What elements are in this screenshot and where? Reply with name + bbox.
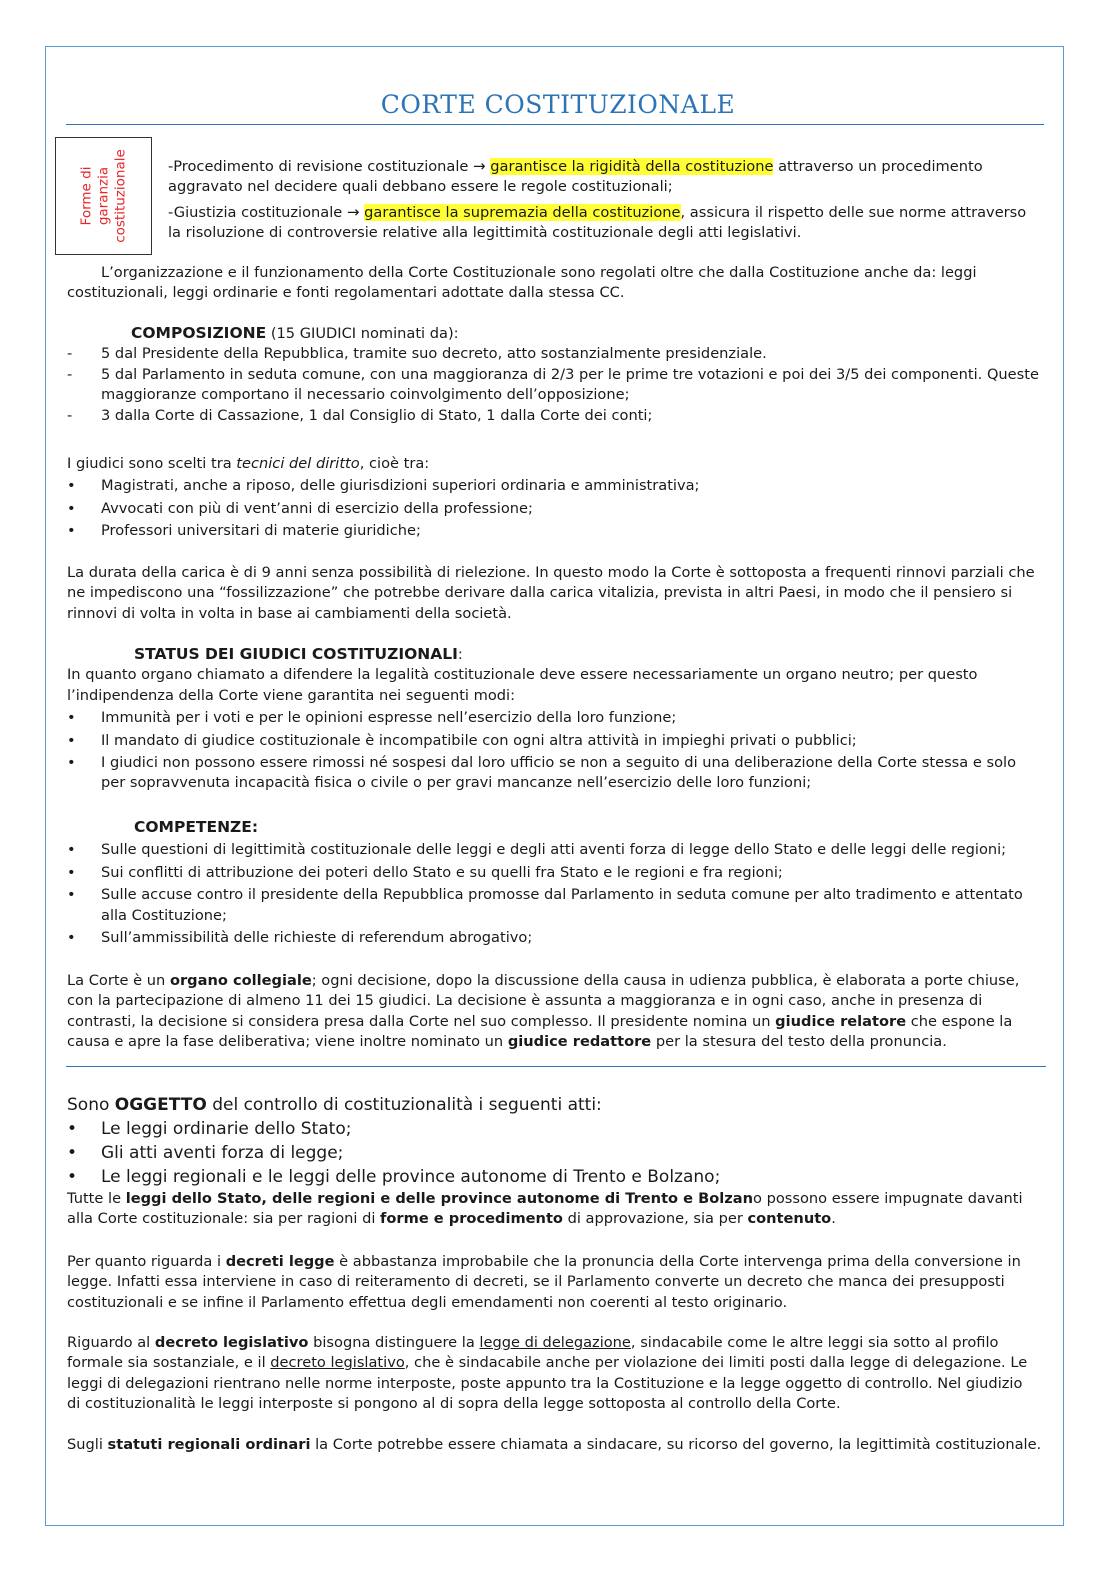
oggetto-paragraph: Tutte le leggi dello Stato, delle regioni e delle province autonome di Trento e Bolzano possono essere impugnate davanti alla Corte costituzionale: sia per ragioni di forme e procedimento di approvazione, sia per contenuto. xyxy=(67,1190,1023,1228)
durata-paragraph: La durata della carica è di 9 anni senza possibilità di rielezione. In questo modo la Corte è sottoposta a frequenti rinnovi parziali che ne impediscono una “fossilizzazione” che potrebbe derivare dalla carica vitalizia, prevista in altri Paesi, in modo che il pensiero si rinnovi di volta in volta in base ai cambiamenti della società. xyxy=(67,564,1035,622)
list-item: • Le leggi ordinarie dello Stato; xyxy=(67,1119,352,1139)
composizione-section xyxy=(67,323,1039,426)
list-item: • Immunità per i voti e per le opinioni espresse nell’esercizio della loro funzione; xyxy=(67,709,677,727)
list-item: • Le leggi regionali e le leggi delle province autonome di Trento e Bolzano; xyxy=(67,1167,721,1187)
title-rule xyxy=(66,124,1044,125)
list-item: • Avvocati con più di vent’anni di esercizio della professione; xyxy=(67,499,533,517)
status-intro: In quanto organo chiamato a difendere la legalità costituzionale deve essere necessariamente un organo neutro; per questo l’indipendenza della Corte viene garantita nei seguenti modi: xyxy=(67,666,978,704)
list-item: • I giudici non possono essere rimossi né sospesi dal loro ufficio se non a seguito di una deliberazione della Corte stessa e solo per sopravvenuta incapacità fisica o civile o per gravi mancanze nell’esercizio delle loro funzioni; xyxy=(67,754,1017,792)
status-section xyxy=(67,644,1039,794)
organizzazione-paragraph: L’organizzazione e il funzionamento della Corte Costituzionale sono regolati oltre che dalla Costituzione anche da: leggi costituzionali, leggi ordinarie e fonti regolamentari adottate dalla stessa CC. xyxy=(67,264,977,302)
list-item: • Sui conflitti di attribuzione dei poteri dello Stato e su quelli fra Stato e le regioni e fra regioni; xyxy=(67,863,783,881)
status-heading: STATUS DEI GIUDICI COSTITUZIONALI: xyxy=(134,645,463,663)
competenze-heading: COMPETENZE: xyxy=(134,818,259,836)
list-item: • Sulle accuse contro il presidente della Repubblica promosse dal Parlamento in seduta comune per alto tradimento e attentato alla Costituzione; xyxy=(67,886,1023,924)
list-item: - 3 dalla Corte di Cassazione, 1 dal Consiglio di Stato, 1 dalla Corte dei conti; xyxy=(67,406,653,424)
sidebox-label: Forme di garanzia costituzionale xyxy=(78,149,128,243)
oggetto-intro: Sono OGGETTO del controllo di costituzionalità i seguenti atti: xyxy=(67,1095,602,1115)
highlighted-text: garantisce la rigidità della costituzione xyxy=(490,158,774,175)
highlighted-text: garantisce la supremazia della costituzione xyxy=(364,203,681,221)
list-item: - 5 dal Presidente della Repubblica, tramite suo decreto, atto sostanzialmente presidenziale. xyxy=(67,345,767,363)
list-item: • Sulle questioni di legittimità costituzionale delle leggi e degli atti aventi forza di legge dello Stato e delle leggi delle regioni; xyxy=(67,841,1007,859)
list-item: • Professori universitari di materie giuridiche; xyxy=(67,522,421,540)
intro-block xyxy=(168,156,1038,244)
giudici-intro: I giudici sono scelti tra tecnici del diritto, cioè tra: xyxy=(67,455,430,472)
arrow-right-icon: → xyxy=(473,157,486,175)
decreti-paragraph: Per quanto riguarda i decreti legge è abbastanza improbabile che la pronuncia della Corte intervenga prima della conversione in legge. Infatti essa interviene in caso di reiteramento di decreti, se il Parlamento converte un decreto che manca dei presupposti costituzionali e se infine il Parlamento effettua degli emendamenti non coerenti al testo originario. xyxy=(67,1253,1021,1311)
statuti-paragraph: Sugli statuti regionali ordinari la Corte potrebbe essere chiamata a sindacare, su ricorso del governo, la legittimità costituzionale. xyxy=(67,1436,1042,1453)
composizione-heading: COMPOSIZIONE (15 GIUDICI nominati da): xyxy=(131,324,459,342)
list-item: • Sull’ammissibilità delle richieste di referendum abrogativo; xyxy=(67,929,533,947)
list-item: - 5 dal Parlamento in seduta comune, con una maggioranza di 2/3 per le prime tre votazioni e poi dei 3/5 dei componenti. Queste maggioranze comportano il necessario coinvolgimento dell’opposizione; xyxy=(67,365,1039,404)
oggetto-section xyxy=(67,1093,1039,1230)
intro-paragraph-2: -Giustizia costituzionale → garantisce la supremazia della costituzione, assicura il rispetto delle sue norme attraverso la risoluzione di controversie relative alla legittimità costituzionale degli atti legislativi. xyxy=(168,202,1027,242)
collegiale-paragraph: La Corte è un organo collegiale; ogni decisione, dopo la discussione della causa in udienza pubblica, è elaborata a porte chiuse, con la partecipazione di almeno 11 dei 15 giudici. La decisione è assunta a maggioranza e in ogni caso, anche in presenza di contrasti, la decisione si considera presa dalla Corte nel suo complesso. Il presidente nomina un giudice relatore che espone la causa e apre la fase deliberativa; viene inoltre nominato un giudice redattore per la stesura del testo della pronuncia. xyxy=(67,972,1020,1051)
competenze-section xyxy=(67,817,1039,948)
legislativo-paragraph: Riguardo al decreto legislativo bisogna distinguere la legge di delegazione, sindacabile come le altre leggi sia sotto al profilo formale sia sostanziale, e il decreto legislativo, che è sindacabile anche per violazione dei limiti posti dalla legge di delegazione. Le leggi di delegazioni rientrano nelle norme interposte, poste appunto tra la Costituzione e la legge oggetto di controllo. Nel giudizio di costituzionalità le leggi interposte si pongono al di sopra della legge sottoposta al controllo della Corte. xyxy=(67,1334,1028,1413)
arrow-right-icon: → xyxy=(346,202,360,221)
list-item: • Magistrati, anche a riposo, delle giurisdizioni superiori ordinaria e amministrativa; xyxy=(67,477,700,495)
section-rule xyxy=(66,1066,1046,1067)
intro-paragraph-1: -Procedimento di revisione costituzionale → garantisce la rigidità della costituzione attraverso un procedimento aggravato nel decidere quali debbano essere le regole costituzionali; xyxy=(168,157,983,196)
giudici-section xyxy=(67,454,1039,542)
sidebox-forme-garanzia xyxy=(55,137,152,255)
list-item: • Il mandato di giudice costituzionale è incompatibile con ogni altra attività in impieghi privati o pubblici; xyxy=(67,731,857,749)
list-item: • Gli atti aventi forza di legge; xyxy=(67,1143,344,1163)
page-title: CORTE COSTITUZIONALE xyxy=(380,90,736,119)
